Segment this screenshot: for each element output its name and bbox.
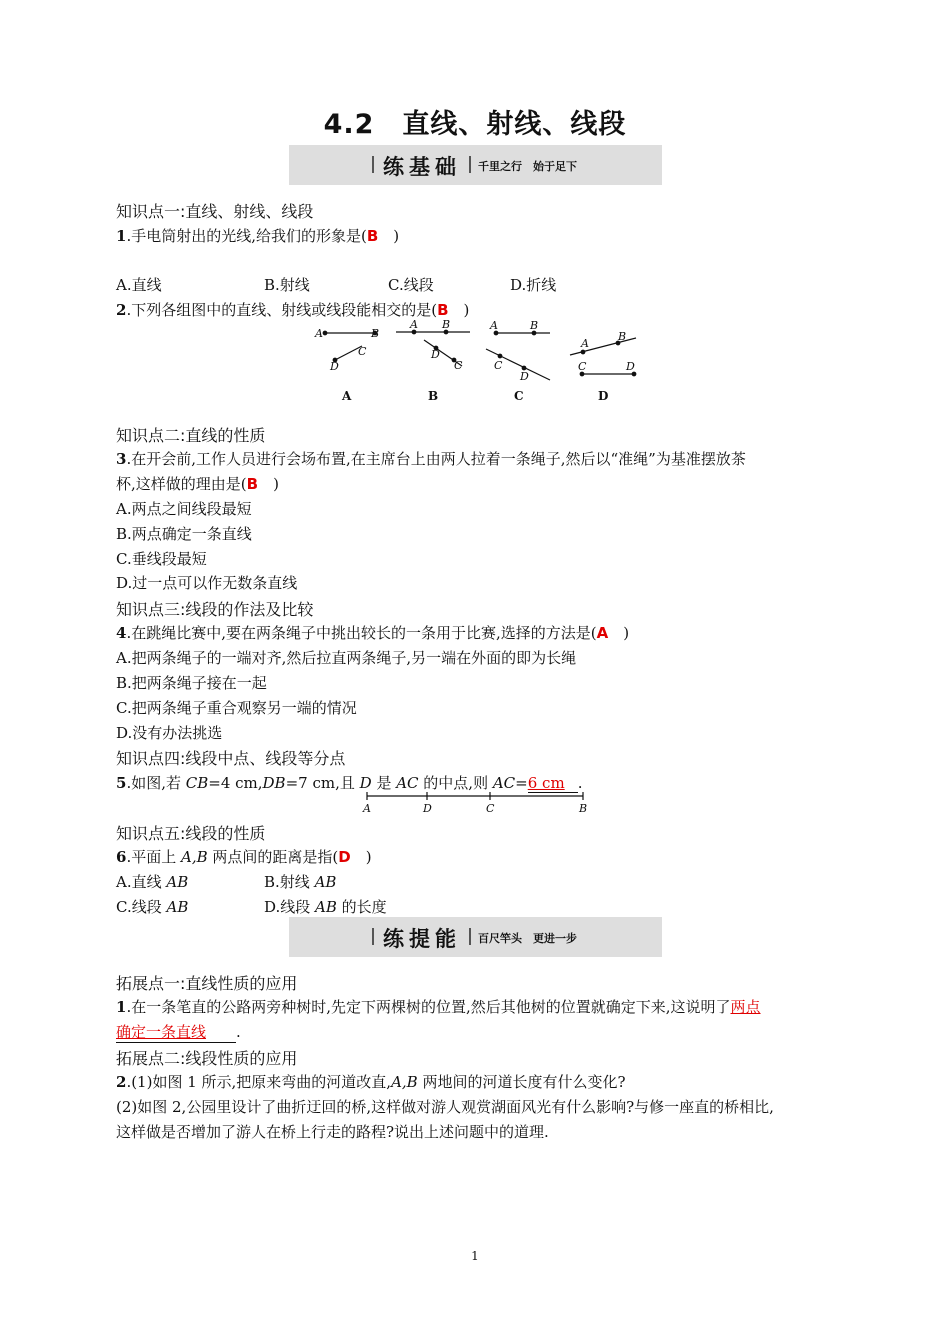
svg-text:B: B — [618, 330, 627, 343]
point-label: C — [486, 802, 495, 815]
banner-sub-label: 百尺竿头 更进一步 — [478, 932, 577, 945]
svg-text:B: B — [371, 327, 380, 340]
banner-practice-improve — [289, 917, 662, 957]
figure-label: B — [428, 389, 439, 403]
option: D.折线 — [510, 276, 557, 294]
option: B.射线 AB — [264, 873, 337, 891]
answer: 确定一条直线 — [116, 1023, 207, 1041]
option: B.射线 — [264, 276, 310, 294]
answer: B — [437, 301, 449, 319]
svg-text:D: D — [431, 348, 440, 361]
point-label: D — [423, 802, 432, 815]
question-5: 5.如图,若 CB=4 cm,DB=7 cm,且 D 是 AC 的中点,则 AC=6 cm . — [116, 774, 583, 792]
point-label: B — [579, 802, 588, 815]
option: A.直线 — [116, 276, 162, 294]
banner-main-label: 练提能 — [383, 927, 461, 951]
section-heading: 拓展点二:线段性质的应用 — [116, 1049, 298, 1068]
point-label: A — [363, 802, 371, 815]
page-title: 4.2 直线、射线、线段 — [323, 109, 627, 140]
svg-text:B: B — [442, 318, 451, 331]
svg-text:C: C — [358, 345, 367, 358]
question-1: 1.手电筒射出的光线,给我们的形象是(B ) — [116, 227, 400, 245]
banner-divider — [372, 156, 374, 173]
banner-practice-basics — [289, 145, 662, 185]
option: C.线段 AB — [116, 898, 189, 916]
svg-text:C: C — [578, 360, 587, 373]
option: A.直线 AB — [116, 873, 189, 891]
option: C.把两条绳子重合观察另一端的情况 — [116, 699, 357, 717]
question-6: 6.平面上 A,B 两点间的距离是指(D ) — [116, 848, 372, 866]
svg-text:D: D — [330, 360, 339, 373]
banner-main-label: 练基础 — [383, 155, 461, 179]
option: A.两点之间线段最短 — [116, 500, 252, 518]
section-heading: 知识点二:直线的性质 — [116, 426, 266, 445]
option: D.线段 AB 的长度 — [264, 898, 387, 916]
page-number: 1 — [471, 1249, 479, 1263]
extension-question-2: 2.(1)如图 1 所示,把原来弯曲的河道改直,A,B 两地间的河道长度有什么变化? — [116, 1073, 626, 1091]
answer: D — [338, 848, 351, 866]
svg-text:A: A — [410, 318, 418, 331]
extension-question-2-part2: (2)如图 2,公园里设计了曲折迂回的桥,这样做对游人观赏湖面风光有什么影响?与修一座直的桥相比, — [116, 1098, 774, 1116]
option: C.线段 — [388, 276, 434, 294]
banner-divider — [372, 928, 374, 945]
option: D.过一点可以作无数条直线 — [116, 574, 298, 592]
question-2: 2.下列各组图中的直线、射线或线段能相交的是(B ) — [116, 301, 470, 319]
section-heading: 拓展点一:直线性质的应用 — [116, 974, 298, 993]
figure-label: C — [514, 389, 524, 403]
svg-text:A: A — [315, 327, 323, 340]
svg-text:B: B — [530, 319, 539, 332]
question-3-cont: 杯,这样做的理由是(B ) — [116, 475, 279, 493]
option: C.垂线段最短 — [116, 550, 207, 568]
figure-label: A — [342, 389, 352, 403]
svg-text:C: C — [454, 359, 463, 372]
option: B.两点确定一条直线 — [116, 525, 252, 543]
question-4: 4.在跳绳比赛中,要在两条绳子中挑出较长的一条用于比赛,选择的方法是(A ) — [116, 624, 630, 642]
banner-divider — [469, 156, 471, 173]
svg-text:D: D — [520, 370, 529, 383]
question-3: 3.在开会前,工作人员进行会场布置,在主席台上由两人拉着一条绳子,然后以“准绳”为基准摆放茶 — [116, 450, 746, 468]
segment-figure — [355, 790, 595, 816]
svg-text:D: D — [626, 360, 635, 373]
svg-text:A: A — [490, 319, 498, 332]
banner-sub-label: 千里之行 始于足下 — [478, 160, 577, 173]
section-heading: 知识点三:线段的作法及比较 — [116, 600, 314, 619]
answer: 6 cm — [527, 774, 565, 792]
answer: B — [366, 227, 379, 245]
extension-question-2-part2-cont: 这样做是否增加了游人在桥上行走的路程?说出上述问题中的道理. — [116, 1123, 549, 1141]
svg-text:C: C — [494, 359, 503, 372]
banner-divider — [469, 928, 471, 945]
extension-question-1: 1.在一条笔直的公路两旁种树时,先定下两棵树的位置,然后其他树的位置就确定下来,这说明了两点 — [116, 998, 761, 1016]
svg-text:A: A — [581, 337, 589, 350]
answer: 两点 — [730, 998, 761, 1016]
option: A.把两条绳子的一端对齐,然后拉直两条绳子,另一端在外面的即为长绳 — [116, 649, 577, 667]
extension-question-1-cont: 确定一条直线 . — [116, 1023, 241, 1041]
line-intersection-figures — [300, 318, 660, 410]
option: B.把两条绳子接在一起 — [116, 674, 267, 692]
section-heading: 知识点四:线段中点、线段等分点 — [116, 749, 346, 768]
section-heading: 知识点五:线段的性质 — [116, 824, 266, 843]
option: D.没有办法挑选 — [116, 724, 223, 742]
answer: A — [596, 624, 609, 642]
answer: B — [246, 475, 259, 493]
section-heading: 知识点一:直线、射线、线段 — [116, 202, 314, 221]
figure-label: D — [598, 389, 609, 403]
